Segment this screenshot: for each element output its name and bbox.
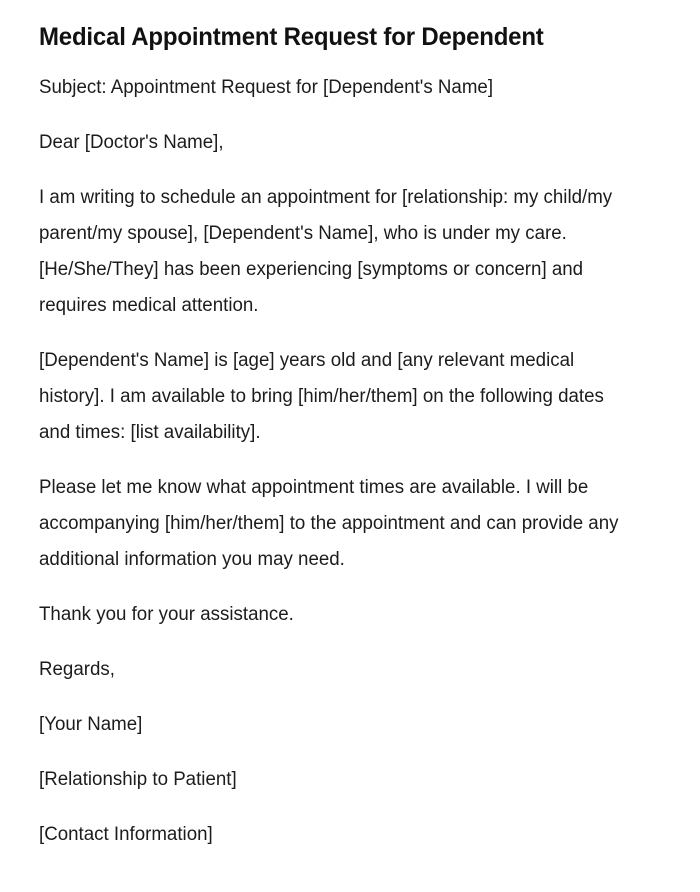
sign-off: Regards, xyxy=(39,658,115,680)
body-paragraph-3: Please let me know what appointment times are available. I will be accompanying [him/her/them] to the appointment and can provide any additional information you may need. xyxy=(39,476,619,570)
signature-contact: [Contact Information] xyxy=(39,823,213,845)
signature-relationship: [Relationship to Patient] xyxy=(39,768,237,790)
body-paragraph-2: [Dependent's Name] is [age] years old and [any relevant medical history]. I am available to bring [him/her/them] on the following dates and times: [list availability]. xyxy=(39,349,604,443)
signature-name: [Your Name] xyxy=(39,713,143,735)
subject-line: Subject: Appointment Request for [Dependent's Name] xyxy=(39,76,494,98)
page-title: Medical Appointment Request for Dependent xyxy=(39,23,544,51)
salutation: Dear [Doctor's Name], xyxy=(39,131,224,153)
closing-thanks: Thank you for your assistance. xyxy=(39,603,294,625)
body-paragraph-1: I am writing to schedule an appointment for [relationship: my child/my parent/my spouse], [Dependent's Name], who is under my care. [He/She/They] has been experiencing [symptoms or concern] and requires medical attention. xyxy=(39,186,613,316)
